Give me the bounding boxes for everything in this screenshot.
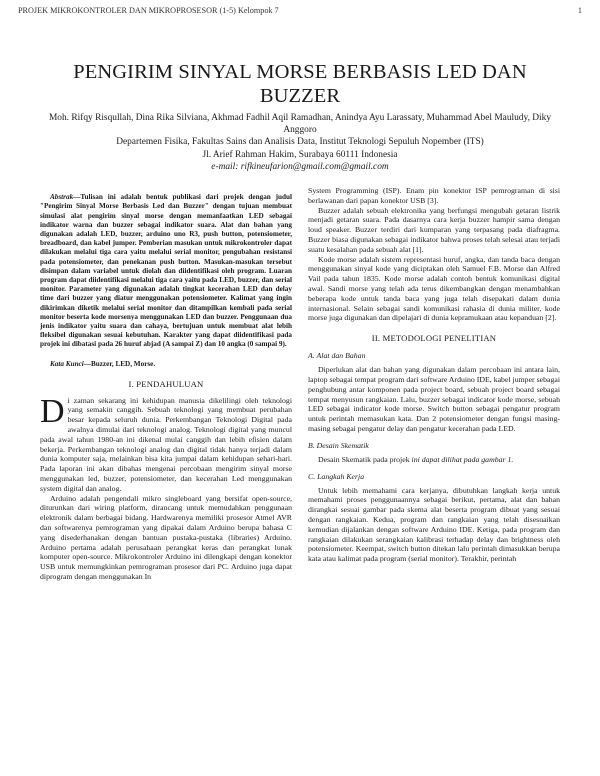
left-column [40,186,292,582]
desain-text: Desain Skematik pada projek [318,454,412,464]
buzzer-paragraph: Buzzer adalah sebuah elektronika yang berfungsi mengubah getaran listrik menjadi getaran suara. Pada dasarnya cara kerja buzzer hampir sama dengan loud speaker. Buzzer terdiri dari kumparan yang terpasang pada diafragma. Buzzer biasa digunakan sebagai indikator bahwa proses telah selesai atau terjadi suatu kesalahan pada sebuah alat [1]. [308,205,560,254]
abstract [40,193,292,349]
keywords [40,360,292,369]
paper-title: PENGIRIM SINYAL MORSE BERBASIS LED DAN BUZZER [73,61,527,107]
section-heading-pendahuluan: I. PENDAHULUAN [128,378,204,389]
desain-text-italic: ini dapat dilihat pada gambar 1. [411,454,514,464]
langkah-kerja-paragraph: Untuk lebih memahami cara kerjanya, dibutuhkan langkah kerja untuk memahami proses penggunaannya sebagai berikut, pertama, alat dan bahan dirangkai sesuai gambar pada skema alat beserta program dibuat yang sesuai dengan rangkaian. Kedua, program dan rangkaian yang telah disesuaikan kemudian dijalankan dengan software Arduino IDE. Ketiga, pada program dan rangkaian dilakukan serangkaian kalibrasi terhadap delay dan brightness oleh potensiometer. Keempat, switch button ditekan lalu perintah dimasukkan berupa kata atau kalimat pada program (serial monitor). Terakhir, perintah [308,485,560,564]
isp-continuation: System Programming (ISP). Enam pin konektor ISP pemrograman di sisi berlawanan dari papan konektor USB [3]. [308,186,560,205]
abstract-label: Abstrak [50,193,74,202]
email: e-mail: rifkineufarion@gmail.com@gmail.com [211,161,389,172]
subheading-alat-bahan: A. Alat dan Bahan [308,351,366,361]
desain-skematik-paragraph [308,455,560,465]
section-heading-metodologi: II. METODOLOGI PENELITIAN [371,333,497,344]
keywords-label: Kata Kunci [50,359,84,368]
arduino-paragraph: Arduino adalah pengendali mikro singleboard yang bersifat open-source, diturunkan dari wiring platform, dirancang untuk memudahkan penggunaan elektronik dalam berbagai bidang. Hardwarenya memiliki prosesor Atmel AVR dan softwarenya pemrograman yang dipakai dalam Arduino berupa bahasa C yang disederhanakan dengan bantuan pustaka-pustaka (libraries) Arduino. Arduino pertama adalah perusahaan perangkat keras dan perangkat lunak komputer open-source. Mikrokontroler Arduino ini dilengkapi dengan konektor USB untuk memungkinkan pemrograman prosesor dari PC. Arduino juga dapat diprogram dengan menggunakan In [40,493,292,581]
alat-bahan-paragraph: Diperlukan alat dan bahan yang digunakan dalam percobaan ini antara lain, laptop sebagai tempat program dari software Arduino IDE, kabel jumper sebagai penghubung antar komponen pada project board, sebuah project board sebagai tempat menyusun rangkaian. Lalu, buzzer sebagai indicator kode morse, sebuah LED sebagai indicator kode morse. Switch button sebagai pengatur program untuk perintah memasukan kata. Dan 2 potensiometer dengan fungsi masing-masing sebagai pengatur delay dan pengatur kecerahan pada LED. [308,365,560,433]
address: Jl. Arief Rahman Hakim, Surabaya 60111 Indonesia [202,149,398,160]
running-header-title: PROJEK MIKROKONTROLER DAN MIKROPROSESOR (1-5) Kelompok 7 [18,6,279,15]
author-list: Moh. Rifqy Risqullah, Dina Rika Silviana, Akhmad Fadhil Aqil Ramadhan, Anindya Ayu Larassaty, Muhammad Abel Mauludy, Diky Anggoro [48,113,552,136]
page-number: 1 [577,6,582,15]
keywords-text: —Buzzer, LED, Morse. [83,359,156,368]
subheading-langkah-kerja: C. Langkah Kerja [308,471,365,481]
intro-text: i zaman sekarang ini kehidupan manusia dikelilingi oleh teknologi yang semakin canggih. Sebuah teknologi yang membuat perubahan besar kepada seluruh dunia. Perkembangan Teknologi Digital pada awalnya dimulai dari teknologi analog. Teknologi digital yang muncul pada awal tahun 1980-an ini dikenal mulai canggih dan lebih efisien dalam bekerja. Perkembangan teknologi analog dan digital tidak hanya terjadi dalam dunia komputer saja, melainkan bisa kita jumpai dalam kehidupan sehari-hari. Pada laporan ini akan dibahas mengenai percobaan mengirim sinyal morse menggunakan led, buzzer, potensiometer, dan kecerahan Led menggunakan system digital dan analog. [40,395,292,493]
intro-paragraph [40,392,292,494]
authors-block [40,112,560,173]
subheading-desain-skematik: B. Desain Skematik [308,440,369,450]
abstract-text: —Tulisan ini adalah bentuk publikasi dari projek dengan judul "Pengirim Sinyal Morse Berbasis Led dan Buzzer" dengan tujuan membuat simulasi alat pengirim sinyal morse dengan memanfaatkan LED sebagai indikator warna dan buzzer sebagai indikator suara. Alat dan bahan yang digunakan adalah LED, buzzer, arduino uno R3, push button, potensiometer, breadboard, dan kabel jumper. Pemberian masukan untuk mikrokontroler dapat dilakukan melalui tiga cara yaitu melalui serial monitor, pengubahan resistansi pada potensiometer, dan penekanan push button. Masukan-masukan tersebut disimpan dalam variabel untuk diolah dan diidentifikasi oleh program. Luaran program dapat diidentifikasi melalui tiga cara yaitu pada LED, buzzer, dan serial monitor. Parameter yang digunakan adalah tingkat kecerahan LED dan delay time dari buzzer yang diatur menggunakan potensiometer. Kalimat yang ingin dikirimkan diketik melalui serial monitor dan ditampilkan kembali pada serial monitor beserta kode morsenya menggunakan LED dan buzzer. Penggunaan dua jenis indikator yaitu suara dan cahaya, bertujuan untuk membuat alat lebih fleksibel digunakan sesuai kebutuhan. Karakter yang dapat diidentifikasi pada projek ini dibatasi pada 26 huruf abjad (A sampai Z) dan 10 angka (0 sampai 9). [40,193,292,349]
running-header [18,6,582,15]
drop-cap: D [40,392,65,430]
morse-paragraph: Kode morse adalah sistem representasi huruf, angka, dan tanda baca dengan menggunakan sinyal kode yang diciptakan oleh Samuel F.B. Morse dan Alfred Vail pada tahun 1835. Kode morse adalah contoh bentuk komunikasi digital awal. Sandi morse yang telah ada terus dikembangkan dengan menambahkan beberapa kode untuk tanda baca yang juga telah disepakati dalam dunia internasional. Selain sebagai sandi komunikasi rahasia di dunia militer, kode morse juga digunakan dan dipelajari di dunia kepramukaan atau kepanduan [2]. [308,254,560,323]
affiliation: Departemen Fisika, Fakultas Sains dan Analisis Data, Institut Teknologi Sepuluh Nopember (ITS) [116,137,484,148]
right-column [308,186,560,564]
